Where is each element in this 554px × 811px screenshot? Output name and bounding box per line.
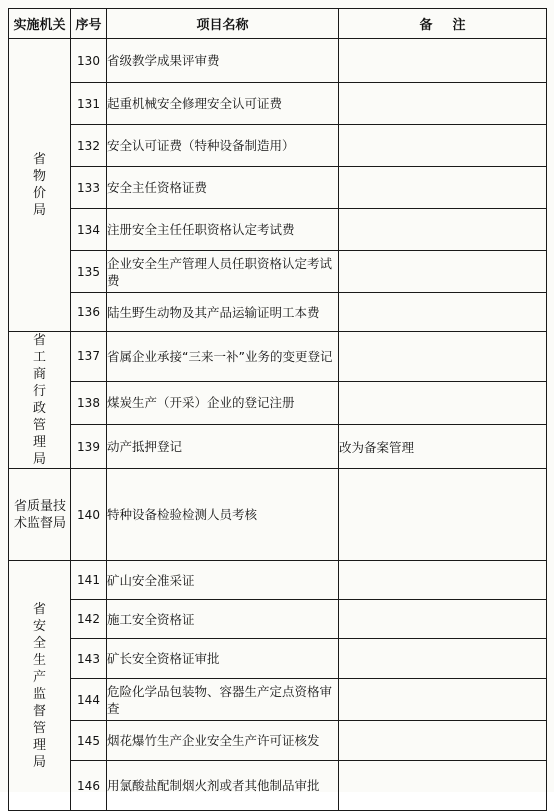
row-number: 131	[71, 83, 107, 125]
header-item-name: 项目名称	[107, 9, 339, 39]
header-number: 序号	[71, 9, 107, 39]
item-remark	[339, 721, 547, 761]
item-remark	[339, 209, 547, 251]
row-number: 139	[71, 425, 107, 469]
item-remark	[339, 469, 547, 561]
item-name: 陆生野生动物及其产品运输证明工本费	[107, 293, 339, 332]
item-remark	[339, 332, 547, 382]
row-number: 144	[71, 679, 107, 721]
item-name: 省级教学成果评审费	[107, 39, 339, 83]
item-name: 安全主任资格证费	[107, 167, 339, 209]
row-number: 145	[71, 721, 107, 761]
header-agency: 实施机关	[9, 9, 71, 39]
agency-label: 省安全生产监督管理局	[32, 601, 46, 770]
row-number: 137	[71, 332, 107, 382]
fee-items-table	[8, 8, 547, 811]
item-remark	[339, 761, 547, 811]
item-remark	[339, 679, 547, 721]
table-row	[9, 39, 547, 83]
item-name: 矿长安全资格证审批	[107, 639, 339, 679]
table-row	[9, 469, 547, 561]
item-remark	[339, 83, 547, 125]
row-number: 134	[71, 209, 107, 251]
table-row	[9, 125, 547, 167]
row-number: 135	[71, 251, 107, 293]
table-row	[9, 761, 547, 811]
item-name: 安全认可证费（特种设备制造用）	[107, 125, 339, 167]
table-row	[9, 209, 547, 251]
item-remark	[339, 125, 547, 167]
row-number: 141	[71, 561, 107, 600]
table-row	[9, 251, 547, 293]
table-row	[9, 639, 547, 679]
item-name: 烟花爆竹生产企业安全生产许可证核发	[107, 721, 339, 761]
item-name: 起重机械安全修理安全认可证费	[107, 83, 339, 125]
agency-label: 省物价局	[32, 152, 46, 218]
item-name: 注册安全主任任职资格认定考试费	[107, 209, 339, 251]
row-number: 130	[71, 39, 107, 83]
item-name: 省属企业承接“三来一补”业务的变更登记	[107, 332, 339, 382]
item-remark	[339, 293, 547, 332]
row-number: 136	[71, 293, 107, 332]
item-remark	[339, 639, 547, 679]
item-name: 煤炭生产（开采）企业的登记注册	[107, 381, 339, 425]
table-header-row	[9, 9, 547, 39]
item-remark: 改为备案管理	[339, 425, 547, 469]
agency-label: 省质量技术监督局	[13, 498, 66, 531]
table-row	[9, 425, 547, 469]
item-remark	[339, 381, 547, 425]
table-row	[9, 167, 547, 209]
item-remark	[339, 251, 547, 293]
table-row	[9, 561, 547, 600]
row-number: 132	[71, 125, 107, 167]
item-name: 矿山安全准采证	[107, 561, 339, 600]
item-name: 企业安全生产管理人员任职资格认定考试费	[107, 251, 339, 293]
table-row	[9, 332, 547, 382]
table-row	[9, 83, 547, 125]
item-remark	[339, 167, 547, 209]
header-remarks: 备注	[339, 9, 547, 39]
agency-cell-price-bureau	[9, 39, 71, 332]
item-name: 动产抵押登记	[107, 425, 339, 469]
item-name: 施工安全资格证	[107, 600, 339, 639]
item-name: 危险化学品包装物、容器生产定点资格审查	[107, 679, 339, 721]
table-row	[9, 381, 547, 425]
agency-label: 省工商行政管理局	[32, 333, 46, 467]
agency-cell-commerce-bureau	[9, 332, 71, 469]
item-name: 用氯酸盐配制烟火剂或者其他制品审批	[107, 761, 339, 811]
item-remark	[339, 561, 547, 600]
row-number: 138	[71, 381, 107, 425]
table-row	[9, 721, 547, 761]
row-number: 133	[71, 167, 107, 209]
row-number: 146	[71, 761, 107, 811]
item-remark	[339, 600, 547, 639]
row-number: 142	[71, 600, 107, 639]
table-row	[9, 600, 547, 639]
row-number: 143	[71, 639, 107, 679]
row-number: 140	[71, 469, 107, 561]
agency-cell-safety-bureau	[9, 561, 71, 811]
item-remark	[339, 39, 547, 83]
table-row	[9, 293, 547, 332]
table-row	[9, 679, 547, 721]
agency-cell-quality-bureau	[9, 469, 71, 561]
item-name: 特种设备检验检测人员考核	[107, 469, 339, 561]
